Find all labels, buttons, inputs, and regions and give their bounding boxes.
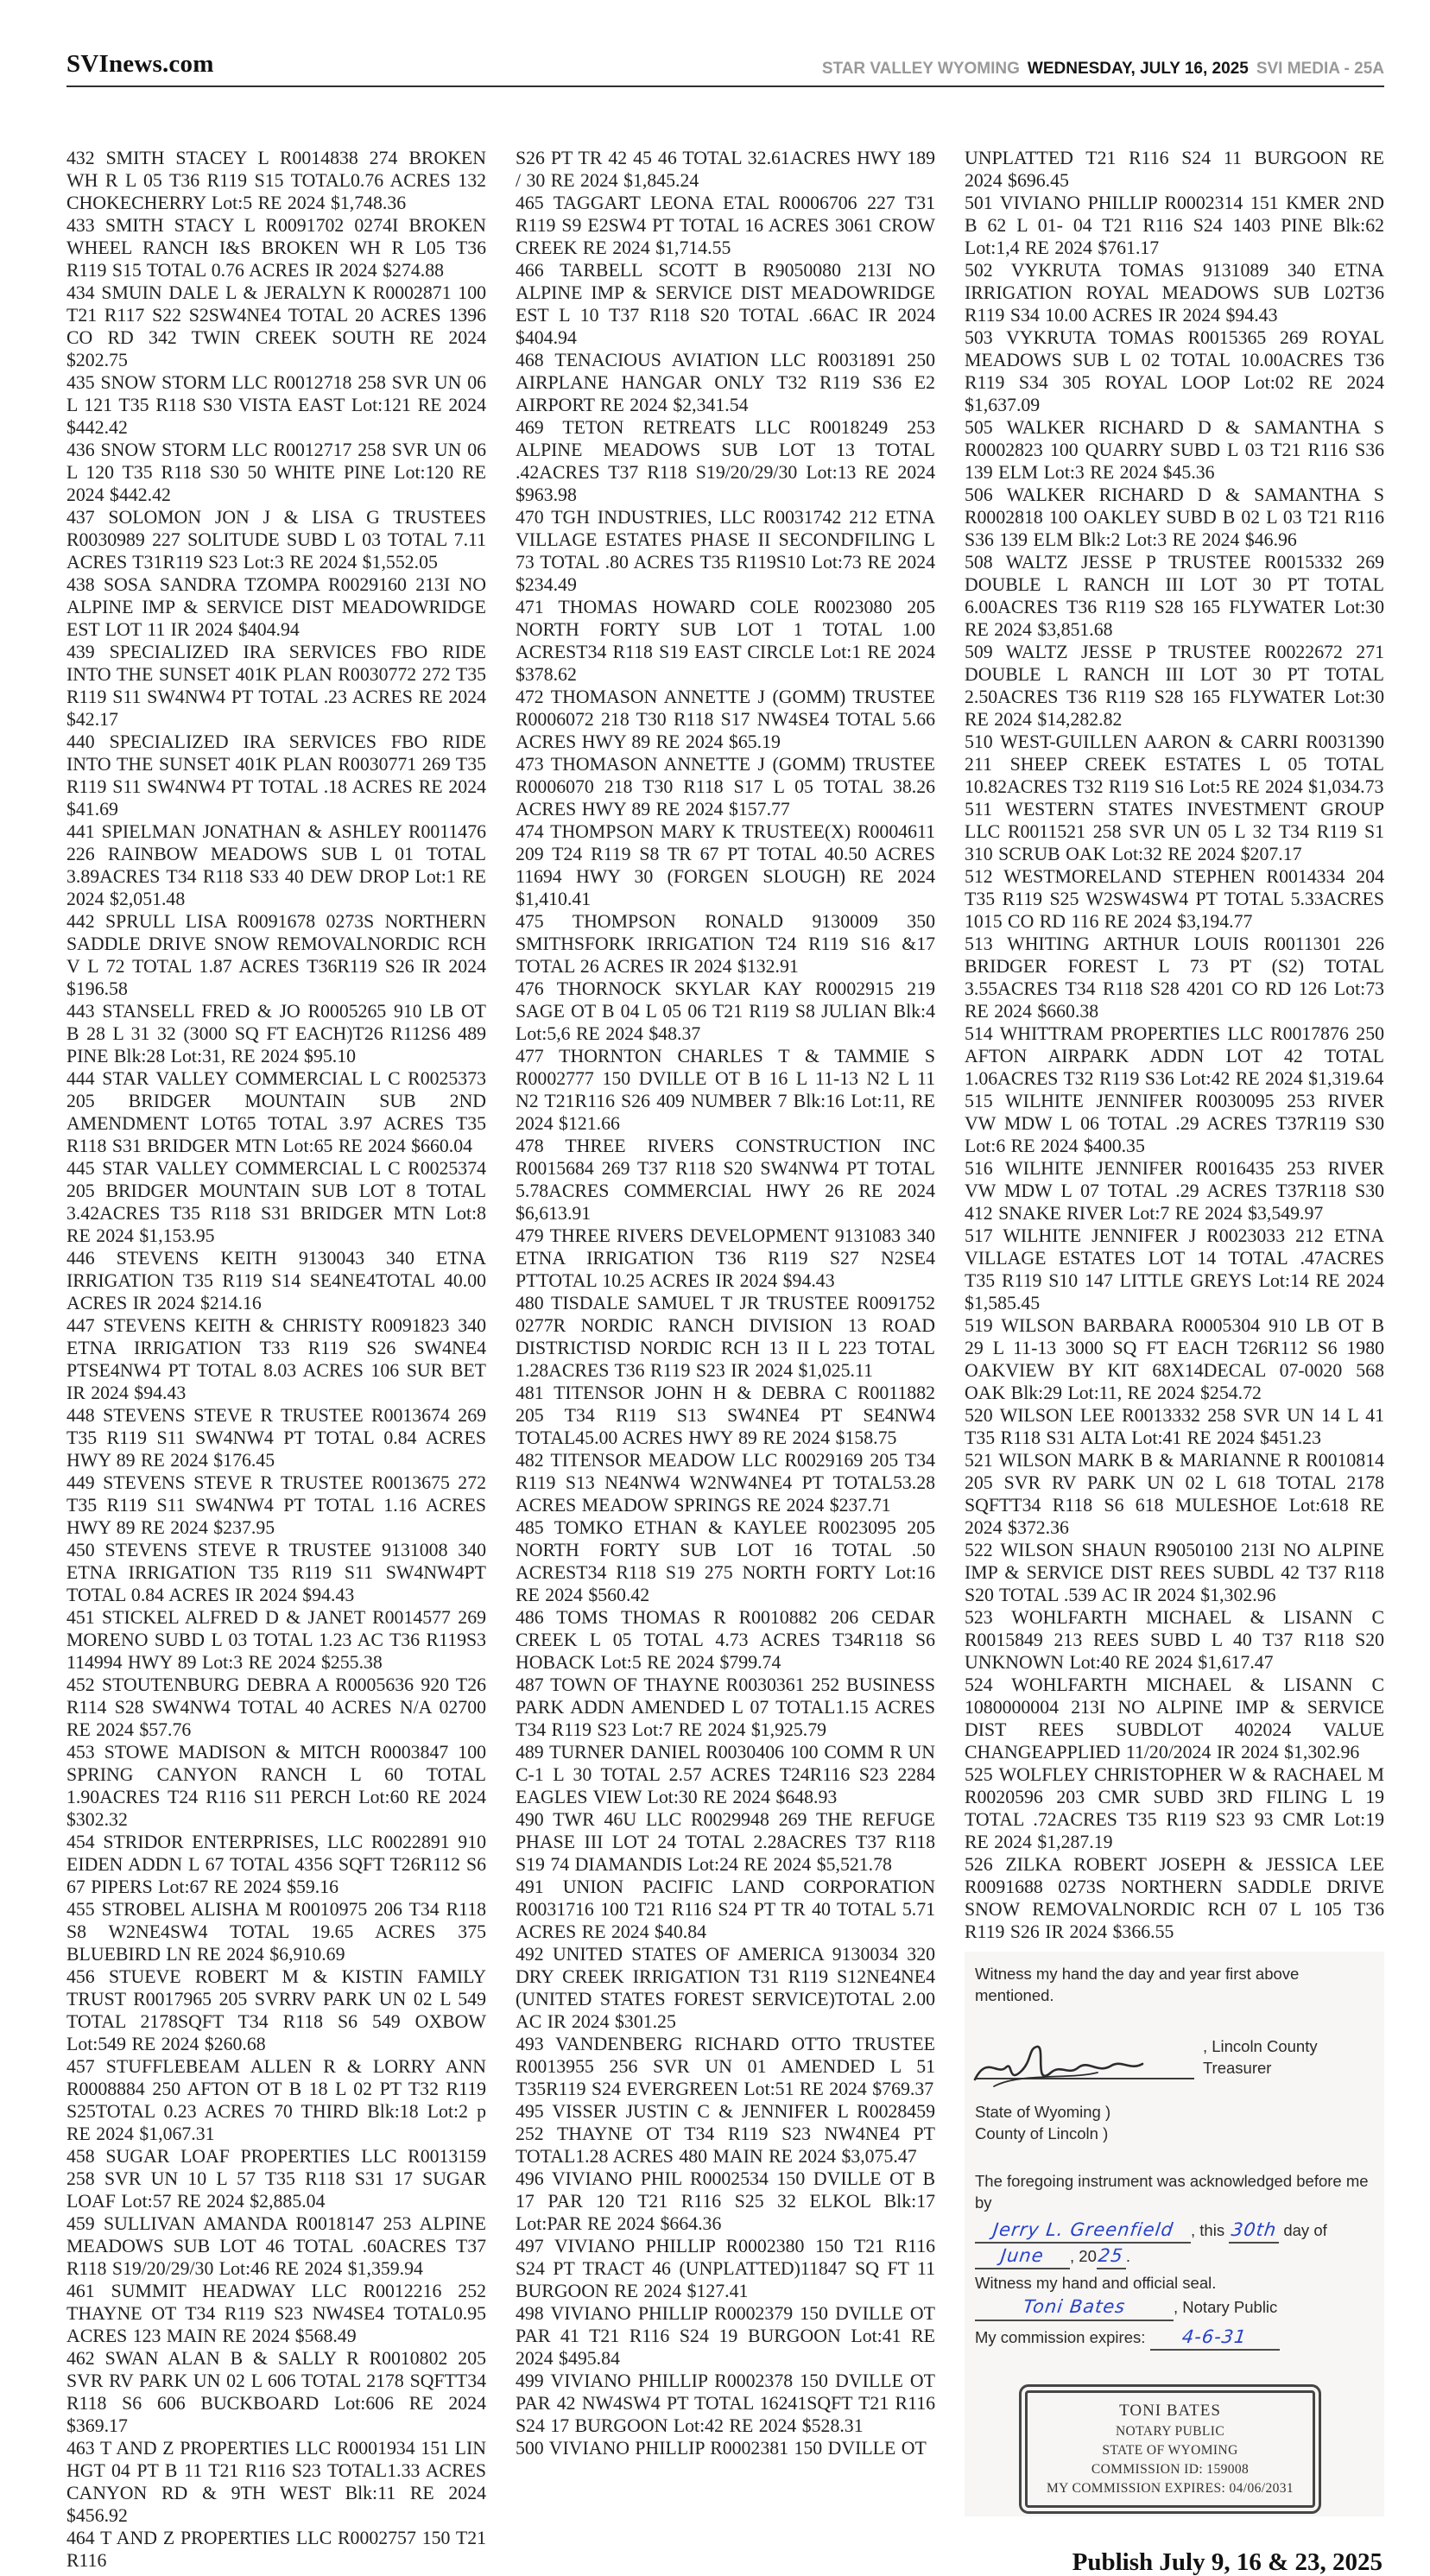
seal-statement: Witness my hand and official seal.	[975, 2274, 1217, 2293]
acknowledged-statement: The foregoing instrument was acknowledged before me by	[975, 2171, 1369, 2212]
treasurer-signature-row	[975, 2036, 1379, 2079]
this-label: , this	[1191, 2220, 1225, 2239]
notice-entry: 470 TGH INDUSTRIES, LLC R0031742 212 ETNA VILLAGE ESTATES PHASE II SECONDFILING L 73 TOTAL .80 ACRES T35 R119S10 Lot:73 RE 2024 $234.49	[516, 507, 935, 595]
stamp-state: STATE OF WYOMING	[1102, 2442, 1238, 2458]
notice-entry: 469 TETON RETREATS LLC R0018249 253 ALPINE MEADOWS SUB LOT 13 TOTAL .42ACRES T37 R118 S19/20/29/30 Lot:13 RE 2024 $963.98	[516, 417, 935, 505]
notice-entry: 459 SULLIVAN AMANDA R0018147 253 ALPINE MEADOWS SUB LOT 46 TOTAL .60ACRES T37 R118 S19/20/29/30 Lot:46 RE 2024 $1,359.94	[66, 2213, 486, 2279]
notary-acknowledgment-block	[965, 1952, 1384, 2516]
notice-entry: 454 STRIDOR ENTERPRISES, LLC R0022891 910 EIDEN ADDN L 67 TOTAL 4356 SQFT T26R112 S6 67 PIPERS Lot:67 RE 2024 $59.16	[66, 1832, 486, 1897]
notice-entry: 444 STAR VALLEY COMMERCIAL L C R0025373 205 BRIDGER MOUNTAIN SUB 2ND AMENDMENT LOT65 TOTAL 3.97 ACRES T35 R118 S31 BRIDGER MTN Lot:65 RE 2024 $660.04	[66, 1068, 486, 1156]
notice-entry: 432 SMITH STACEY L R0014838 274 BROKEN WH R L 05 T36 R119 S15 TOTAL0.76 ACRES 132 CHOKECHERRY Lot:5 RE 2024 $1,748.36	[66, 148, 486, 213]
year-suffix: .	[1125, 2247, 1130, 2266]
state-line: State of Wyoming )	[975, 2102, 1111, 2121]
notice-entry: 509 WALTZ JESSE P TRUSTEE R0022672 271 DOUBLE L RANCH III LOT 30 PT TOTAL 2.50ACRES T36 R119 S28 165 FLYWATER Lot:30 RE 2024 $14,282.82	[965, 642, 1384, 730]
notice-entry: 456 STUEVE ROBERT M & KISTIN FAMILY TRUST R0017965 205 SVRRV PARK UN 02 L 549 TOTAL 2178SQFT T34 R118 S6 549 OXBOW Lot:549 RE 2024 $260.68	[66, 1966, 486, 2054]
notice-entry: 511 WESTERN STATES INVESTMENT GROUP LLC R0011521 258 SVR UN 05 L 32 T34 R119 S1 310 SCRUB OAK Lot:32 RE 2024 $207.17	[965, 799, 1384, 864]
notice-entry: 475 THOMPSON RONALD 9130009 350 SMITHSFORK IRRIGATION T24 R119 S16 &17 TOTAL 26 ACRES IR 2024 $132.91	[516, 911, 935, 977]
notice-entry: 464 T AND Z PROPERTIES LLC R0002757 150 T21 R116	[66, 2528, 486, 2571]
notice-entry: 516 WILHITE JENNIFER R0016435 253 RIVER VW MDW L 07 TOTAL .29 ACRES T37R118 S30 412 SNAKE RIVER Lot:7 RE 2024 $3,549.97	[965, 1158, 1384, 1224]
site-title: SVInews.com	[66, 50, 214, 78]
notice-entry: 497 VIVIANO PHILLIP R0002380 150 T21 R116 S24 PT TRACT 46 (UNPLATTED)11847 SQ FT 11 BURGOON RE 2024 $127.41	[516, 2236, 935, 2301]
header-date: WEDNESDAY, JULY 16, 2025	[1027, 60, 1249, 78]
notice-entry: 445 STAR VALLEY COMMERCIAL L C R0025374 205 BRIDGER MOUNTAIN SUB LOT 8 TOTAL 3.42ACRES T35 R118 S31 BRIDGER MTN Lot:8 RE 2024 $1,153.95	[66, 1158, 486, 1246]
notice-entry: 471 THOMAS HOWARD COLE R0023080 205 NORTH FORTY SUB LOT 1 TOTAL 1.00 ACREST34 R118 S19 EAST CIRCLE Lot:1 RE 2024 $378.62	[516, 597, 935, 685]
notice-entry: 448 STEVENS STEVE R TRUSTEE R0013674 269 T35 R119 S11 SW4NW4 PT TOTAL 0.84 ACRES HWY 89 RE 2024 $176.45	[66, 1405, 486, 1471]
notice-column-1	[66, 147, 486, 2572]
notice-entry: 500 VIVIANO PHILLIP R0002381 150 DVILLE OT	[516, 2438, 927, 2459]
seal-row	[975, 2273, 1379, 2320]
notice-entry: 472 THOMASON ANNETTE J (GOMM) TRUSTEE R0006072 218 T30 R118 S17 NW4SE4 TOTAL 5.66 ACRES HWY 89 RE 2024 $65.19	[516, 687, 935, 752]
notice-entry: 433 SMITH STACY L R0091702 0274I BROKEN WHEEL RANCH I&S BROKEN WH R L05 T36 R119 S15 TOTAL 0.76 ACRES IR 2024 $274.88	[66, 215, 486, 281]
day-field	[1229, 2218, 1279, 2244]
notice-entry: 492 UNITED STATES OF AMERICA 9130034 320 DRY CREEK IRRIGATION T31 R119 S12NE4NE4 (UNITED STATES FOREST SERVICE)TOTAL 2.00 AC IR 2024 $301.25	[516, 1944, 935, 2032]
notice-entry: S26 PT TR 42 45 46 TOTAL 32.61ACRES HWY 189 / 30 RE 2024 $1,845.24	[516, 148, 935, 191]
notice-entry: 466 TARBELL SCOTT B R9050080 213I NO ALPINE IMP & SERVICE DIST MEADOWRIDGE EST L 10 T37 R118 S20 TOTAL .66AC IR 2024 $404.94	[516, 260, 935, 348]
notice-entry: 522 WILSON SHAUN R9050100 213I NO ALPINE IMP & SERVICE DIST REES SUBDL 42 T37 R118 S20 TOTAL .539 AC IR 2024 $1,302.96	[965, 1540, 1384, 1605]
notice-entry: 521 WILSON MARK B & MARIANNE R R0010814 205 SVR RV PARK UN 02 L 618 TOTAL 2178 SQFTT34 R118 S6 618 MULESHOE Lot:618 RE 2024 $372.36	[965, 1450, 1384, 1538]
notice-entry: 463 T AND Z PROPERTIES LLC R0001934 151 LIN HGT 04 PT B 11 T21 R116 S23 TOTAL1.33 ACRES CANYON RD & 9TH WEST Blk:11 RE 2024 $456.92	[66, 2438, 486, 2526]
header-divider	[66, 85, 1384, 87]
notice-entry: 449 STEVENS STEVE R TRUSTEE R0013675 272 T35 R119 S11 SW4NW4 PT TOTAL 1.16 ACRES HWY 89 RE 2024 $237.95	[66, 1472, 486, 1538]
notice-entry: 489 TURNER DANIEL R0030406 100 COMM R UN C-1 L 30 TOTAL 2.57 ACRES T24R116 S23 2284 EAGLES VIEW Lot:30 RE 2024 $648.93	[516, 1742, 935, 1807]
notice-entry: 493 VANDENBERG RICHARD OTTO TRUSTEE R0013955 256 SVR UN 01 AMENDED L 51 T35R119 S24 EVERGREEN Lot:51 RE 2024 $769.37	[516, 2034, 935, 2099]
notice-entry: 490 TWR 46U LLC R0029948 269 THE REFUGE PHASE III LOT 24 TOTAL 2.28ACRES T37 R118 S19 74 DIAMANDIS Lot:24 RE 2024 $5,521.78	[516, 1809, 935, 1875]
notice-entry: 436 SNOW STORM LLC R0012717 258 SVR UN 06 L 120 T35 R118 S30 50 WHITE PINE Lot:120 RE 2024 $442.42	[66, 440, 486, 505]
notice-entry: 526 ZILKA ROBERT JOSEPH & JESSICA LEE R0091688 0273S NORTHERN SADDLE DRIVE SNOW REMOVALNORDIC RCH 07 L 105 T36 R119 S26 IR 2024 $366.55	[965, 1854, 1384, 1942]
year-handwriting: 25	[1098, 2245, 1125, 2267]
witness-statement: Witness my hand the day and year first above mentioned.	[975, 1965, 1300, 2004]
notice-entry: 482 TITENSOR MEADOW LLC R0029169 205 T34 R119 S13 NE4NW4 W2NW4NE4 PT TOTAL53.28 ACRES MEADOW SPRINGS RE 2024 $237.71	[516, 1450, 935, 1516]
notary-public-label: , Notary Public	[1174, 2298, 1278, 2317]
notice-entry: 523 WOHLFARTH MICHAEL & LISANN C R0015849 213 REES SUBD L 40 T37 R118 S20 UNKNOWN Lot:40 RE 2024 $1,617.47	[965, 1607, 1384, 1673]
notice-entry: 440 SPECIALIZED IRA SERVICES FBO RIDE INTO THE SUNSET 401K PLAN R0030771 269 T35 R119 S11 SW4NW4 PT TOTAL .18 ACRES RE 2024 $41.69	[66, 731, 486, 820]
page-header	[66, 50, 1384, 79]
acknowledged-name-field	[975, 2218, 1191, 2244]
day-handwriting: 30th	[1230, 2218, 1278, 2240]
signature-line	[975, 2071, 1194, 2079]
notice-entry: 446 STEVENS KEITH 9130043 340 ETNA IRRIGATION T35 R119 S14 SE4NE4TOTAL 40.00 ACRES IR 2024 $214.16	[66, 1248, 486, 1313]
notice-entry: 478 THREE RIVERS CONSTRUCTION INC R0015684 269 T37 R118 S20 SW4NW4 PT TOTAL 5.78ACRES COMMERCIAL HWY 26 RE 2024 $6,613.91	[516, 1136, 935, 1224]
notice-entry: 519 WILSON BARBARA R0005304 910 LB OT B 29 L 11-13 3000 SQ FT EACH T26R112 S6 1980 OAKVIEW BY KIT 68X14DECAL 07-0020 568 OAK Blk:29 Lot:11, RE 2024 $254.72	[965, 1315, 1384, 1403]
notice-entry: 476 THORNOCK SKYLAR KAY R0002915 219 SAGE OT B 04 L 05 06 T21 R119 S8 JULIAN Blk:4 Lot:5,6 RE 2024 $48.37	[516, 978, 935, 1044]
stamp-name: TONI BATES	[1119, 2402, 1221, 2421]
notice-entry: 443 STANSELL FRED & JO R0005265 910 LB OT B 28 L 31 32 (3000 SQ FT EACH)T26 R112S6 489 PINE Blk:28 Lot:31, RE 2024 $95.10	[66, 1001, 486, 1066]
notice-entry: 506 WALKER RICHARD D & SAMANTHA S R0002818 100 OAKLEY SUBD B 02 L 03 T21 R116 S36 139 ELM Blk:2 Lot:3 RE 2024 $46.96	[965, 484, 1384, 550]
notice-entry: 495 VISSER JUSTIN C & JENNIFER L R0028459 252 THAYNE OT T34 R119 S23 NW4NE4 PT TOTAL1.28 ACRES 480 MAIN RE 2024 $3,075.47	[516, 2101, 935, 2167]
notice-entry: 499 VIVIANO PHILLIP R0002378 150 DVILLE OT PAR 42 NW4SW4 PT TOTAL 16241SQFT T21 R116 S24 17 BURGOON Lot:42 RE 2024 $528.31	[516, 2370, 935, 2436]
notice-entry: 481 TITENSOR JOHN H & DEBRA C R0011882 205 T34 R119 S13 SW4NE4 PT SE4NW4 TOTAL45.00 ACRES HWY 89 RE 2024 $158.75	[516, 1383, 935, 1448]
notice-entry: 479 THREE RIVERS DEVELOPMENT 9131083 340 ETNA IRRIGATION T36 R119 S27 N2SE4 PTTOTAL 10.25 ACRES IR 2024 $94.43	[516, 1225, 935, 1291]
commission-row	[975, 2325, 1379, 2351]
notice-entry: 450 STEVENS STEVE R TRUSTEE 9131008 340 ETNA IRRIGATION T35 R119 S11 SW4NW4PT TOTAL 0.84 ACRES IR 2024 $94.43	[66, 1540, 486, 1605]
notice-entry: 438 SOSA SANDRA TZOMPA R0029160 213I NO ALPINE IMP & SERVICE DIST MEADOWRIDGE EST LOT 11 IR 2024 $404.94	[66, 574, 486, 640]
notice-entry: 473 THOMASON ANNETTE J (GOMM) TRUSTEE R0006070 218 T30 R118 S17 L 05 TOTAL 38.26 ACRES HWY 89 RE 2024 $157.77	[516, 754, 935, 820]
notice-entry: 453 STOWE MADISON & MITCH R0003847 100 SPRING CANYON RANCH L 60 TOTAL 1.90ACRES T24 R116 S11 PERCH Lot:60 RE 2024 $302.32	[66, 1742, 486, 1830]
stamp-expiration: MY COMMISSION EXPIRES: 04/06/2031	[1047, 2480, 1294, 2496]
notice-entry: 487 TOWN OF THAYNE R0030361 252 BUSINESS PARK ADDN AMENDED L 07 TOTAL1.15 ACRES T34 R119 S23 Lot:7 RE 2024 $1,925.79	[516, 1674, 935, 1740]
notice-entry: 461 SUMMIT HEADWAY LLC R0012216 252 THAYNE OT T34 R119 S23 NW4SE4 TOTAL0.95 ACRES 123 MAIN RE 2024 $568.49	[66, 2281, 486, 2346]
notice-entry: 434 SMUIN DALE L & JERALYN K R0002871 100 T21 R117 S22 S2SW4NE4 TOTAL 20 ACRES 1396 CO RD 342 TWIN CREEK SOUTH RE 2024 $202.75	[66, 282, 486, 370]
treasurer-label: , Lincoln County Treasurer	[1202, 2036, 1318, 2077]
commission-label: My commission expires:	[975, 2327, 1146, 2346]
notice-entry: 514 WHITTRAM PROPERTIES LLC R0017876 250 AFTON AIRPARK ADDN LOT 42 TOTAL 1.06ACRES T32 R119 S36 Lot:42 RE 2024 $1,319.64	[965, 1023, 1384, 1089]
notice-entry: 477 THORNTON CHARLES T & TAMMIE S R0002777 150 DVILLE OT B 16 L 11-13 N2 L 11 N2 T21R116 S26 409 NUMBER 7 Blk:16 Lot:11, RE 2024 $121.66	[516, 1046, 935, 1134]
county-line: County of Lincoln )	[975, 2123, 1109, 2142]
notice-entry: 439 SPECIALIZED IRA SERVICES FBO RIDE INTO THE SUNSET 401K PLAN R0030772 272 T35 R119 S11 SW4NW4 PT TOTAL .23 ACRES RE 2024 $42.17	[66, 642, 486, 730]
month-handwriting: June	[999, 2245, 1046, 2267]
notice-entry: 524 WOHLFARTH MICHAEL & LISANN C 1080000004 213I NO ALPINE IMP & SERVICE DIST REES SUBDLOT 402024 VALUE CHANGEAPPLIED 11/20/2024 IR 2024 $1,302.96	[965, 1674, 1384, 1763]
stamp-commission-id: COMMISSION ID: 159008	[1091, 2461, 1250, 2477]
notice-entry: 503 VYKRUTA TOMAS R0015365 269 ROYAL MEADOWS SUB L 02 TOTAL 10.00ACRES T36 R119 S34 305 ROYAL LOOP Lot:02 RE 2024 $1,637.09	[965, 327, 1384, 415]
notice-entry: 525 WOLFLEY CHRISTOPHER W & RACHAEL M R0020596 203 CMR SUBD 3RD FILING L 19 TOTAL .72ACRES T35 R119 S23 93 CMR Lot:19 RE 2024 $1,287.19	[965, 1764, 1384, 1852]
notice-entry: 496 VIVIANO PHIL R0002534 150 DVILLE OT B 17 PAR 120 T21 R116 S25 32 ELKOL Blk:17 Lot:PAR RE 2024 $664.36	[516, 2168, 935, 2234]
notice-entry: UNPLATTED T21 R116 S24 11 BURGOON RE 2024 $696.45	[965, 148, 1384, 191]
notice-entry: 510 WEST-GUILLEN AARON & CARRI R0031390 211 SHEEP CREEK ESTATES L 05 TOTAL 10.82ACRES T32 R119 S16 Lot:5 RE 2024 $1,034.73	[965, 731, 1384, 797]
notice-entry: 435 SNOW STORM LLC R0012718 258 SVR UN 06 L 121 T35 R118 S30 VISTA EAST Lot:121 RE 2024 $442.42	[66, 372, 486, 438]
notary-stamp	[1025, 2390, 1315, 2508]
notice-entry: 515 WILHITE JENNIFER R0030095 253 RIVER VW MDW L 06 TOTAL .29 ACRES T37R119 S30 Lot:6 RE 2024 $400.35	[965, 1091, 1384, 1156]
notice-entry: 451 STICKEL ALFRED D & JANET R0014577 269 MORENO SUBD L 03 TOTAL 1.23 AC T36 R119S3 114994 HWY 89 Lot:3 RE 2024 $255.38	[66, 1607, 486, 1673]
notice-entry: 480 TISDALE SAMUEL T JR TRUSTEE R0091752 0277R NORDIC RANCH DIVISION 13 ROAD DISTRICTISD NORDIC RCH 13 II L 223 TOTAL 1.28ACRES T36 R119 S23 IR 2024 $1,025.11	[516, 1293, 935, 1381]
notice-entry: 501 VIVIANO PHILLIP R0002314 151 KMER 2ND B 62 L 01- 04 T21 R116 S24 1403 PINE Blk:62 Lot:1,4 RE 2024 $761.17	[965, 193, 1384, 258]
notice-entry: 502 VYKRUTA TOMAS 9131089 340 ETNA IRRIGATION ROYAL MEADOWS SUB L02T36 R119 S34 10.00 ACRES IR 2024 $94.43	[965, 260, 1384, 326]
treasurer-signature	[968, 2038, 1210, 2090]
notice-column-2	[516, 147, 935, 2459]
notary-name-handwriting: Toni Bates	[1022, 2296, 1127, 2318]
notice-entry: 457 STUFFLEBEAM ALLEN R & LORRY ANN R0008884 250 AFTON OT B 18 L 02 PT T32 R119 S25TOTAL 0.23 ACRES 70 THIRD Blk:18 Lot:2 p RE 2024 $1,067.31	[66, 2056, 486, 2144]
notice-entry: 512 WESTMORELAND STEPHEN R0014334 204 T35 R119 S25 W2SW4SW4 PT TOTAL 5.33ACRES 1015 CO RD 116 RE 2024 $3,194.77	[965, 866, 1384, 932]
year-prefix: , 20	[1070, 2247, 1097, 2266]
year-field	[1097, 2244, 1126, 2269]
notice-entry: 505 WALKER RICHARD D & SAMANTHA S R0002823 100 QUARRY SUBD L 03 T21 R116 S36 139 ELM Lot:3 RE 2024 $45.36	[965, 417, 1384, 483]
notice-entry: 474 THOMPSON MARY K TRUSTEE(X) R0004611 209 T24 R119 S8 TR 67 PT TOTAL 40.50 ACRES 11694 HWY 30 (FORGEN SLOUGH) RE 2024 $1,410.41	[516, 821, 935, 909]
notice-entry: 491 UNION PACIFIC LAND CORPORATION R0031716 100 T21 R116 S24 PT TR 40 TOTAL 5.71 ACRES RE 2024 $40.84	[516, 1877, 935, 1942]
notice-column-3-entries	[965, 147, 1384, 1943]
notice-entry: 452 STOUTENBURG DEBRA A R0005636 920 T26 R114 S28 SW4NW4 TOTAL 40 ACRES N/A 02700 RE 2024 $57.76	[66, 1674, 486, 1740]
notary-name-field	[975, 2294, 1174, 2320]
notice-entry: 458 SUGAR LOAF PROPERTIES LLC R0013159 258 SVR UN 10 L 57 T35 R118 S31 17 SUGAR LOAF Lot:57 RE 2024 $2,885.04	[66, 2146, 486, 2212]
notice-entry: 442 SPRULL LISA R0091678 0273S NORTHERN SADDLE DRIVE SNOW REMOVALNORDIC RCH V L 72 TOTAL 1.87 ACRES T36R119 S26 IR 2024 $196.58	[66, 911, 486, 999]
stamp-title: NOTARY PUBLIC	[1115, 2423, 1225, 2439]
notary-stamp-wrap	[1025, 2390, 1379, 2508]
month-field	[975, 2244, 1070, 2269]
acknowledged-name-row	[975, 2218, 1379, 2270]
notice-entry: 447 STEVENS KEITH & CHRISTY R0091823 340 ETNA IRRIGATION T33 R119 S26 SW4NE4 PTSE4NW4 PT TOTAL 8.03 ACRES 106 SUR BET IR 2024 $94.43	[66, 1315, 486, 1403]
day-of-label: day of	[1283, 2220, 1327, 2239]
notice-entry: 437 SOLOMON JON J & LISA G TRUSTEES R0030989 227 SOLITUDE SUBD L 03 TOTAL 7.11 ACRES T31R119 S23 Lot:3 RE 2024 $1,552.05	[66, 507, 486, 573]
notice-entry: 465 TAGGART LEONA ETAL R0006706 227 T31 R119 S9 E2SW4 PT TOTAL 16 ACRES 3061 CROW CREEK RE 2024 $1,714.55	[516, 193, 935, 258]
notice-entry: 513 WHITING ARTHUR LOUIS R0011301 226 BRIDGER FOREST L 73 PT (S2) TOTAL 3.55ACRES T34 R118 S28 4201 CO RD 126 Lot:73 RE 2024 $660.38	[965, 934, 1384, 1022]
acknowledgment-block	[975, 2171, 1379, 2351]
issue-info	[822, 60, 1384, 79]
notice-entry: 468 TENACIOUS AVIATION LLC R0031891 250 AIRPLANE HANGAR ONLY T32 R119 S36 E2 AIRPORT RE 2024 $2,341.54	[516, 350, 935, 415]
notice-entry: 520 WILSON LEE R0013332 258 SVR UN 14 L 41 T35 R118 S31 ALTA Lot:41 RE 2024 $451.23	[965, 1405, 1384, 1448]
commission-handwriting: 4-6-31	[1180, 2326, 1249, 2347]
notice-entry: 485 TOMKO ETHAN & KAYLEE R0023095 205 NORTH FORTY SUB LOT 16 TOTAL .50 ACREST34 R118 S19 275 NORTH FORTY Lot:16 RE 2024 $560.42	[516, 1517, 935, 1605]
venue-block	[975, 2102, 1379, 2145]
header-region: STAR VALLEY WYOMING	[821, 60, 1020, 78]
notice-entry: 508 WALTZ JESSE P TRUSTEE R0015332 269 DOUBLE L RANCH III LOT 30 PT TOTAL 6.00ACRES T36 R119 S28 165 FLYWATER Lot:30 RE 2024 $3,851.68	[965, 552, 1384, 640]
publish-schedule-line: Publish July 9, 16 & 23, 2025	[1072, 2548, 1383, 2576]
notice-entry: 517 WILHITE JENNIFER J R0023033 212 ETNA VILLAGE ESTATES LOT 14 TOTAL .47ACRES T35 R119 S10 147 LITTLE GREYS Lot:14 RE 2024 $1,585.45	[965, 1225, 1384, 1313]
notice-entry: 498 VIVIANO PHILLIP R0002379 150 DVILLE OT PAR 41 T21 R116 S24 19 BURGOON Lot:41 RE 2024 $495.84	[516, 2303, 935, 2369]
notice-column-3	[965, 147, 1384, 2576]
acknowledged-name-handwriting: Jerry L. Greenfield	[991, 2218, 1174, 2240]
notice-entry: 455 STROBEL ALISHA M R0010975 206 T34 R118 S8 W2NE4SW4 TOTAL 19.65 ACRES 375 BLUEBIRD LN RE 2024 $6,910.69	[66, 1899, 486, 1965]
notice-entry: 441 SPIELMAN JONATHAN & ASHLEY R0011476 226 RAINBOW MEADOWS SUB L 01 TOTAL 3.89ACRES T34 R118 S33 40 DEW DROP Lot:1 RE 2024 $2,051.48	[66, 821, 486, 909]
notice-entry: 462 SWAN ALAN B & SALLY R R0010802 205 SVR RV PARK UN 02 L 606 TOTAL 2178 SQFTT34 R118 S6 606 BUCKBOARD Lot:606 RE 2024 $369.17	[66, 2348, 486, 2436]
notice-entry: 486 TOMS THOMAS R R0010882 206 CEDAR CREEK L 05 TOTAL 4.73 ACRES T34R118 S6 HOBACK Lot:5 RE 2024 $799.74	[516, 1607, 935, 1673]
header-media-page: SVI MEDIA - 25A	[1256, 60, 1384, 78]
commission-field	[1150, 2325, 1280, 2351]
